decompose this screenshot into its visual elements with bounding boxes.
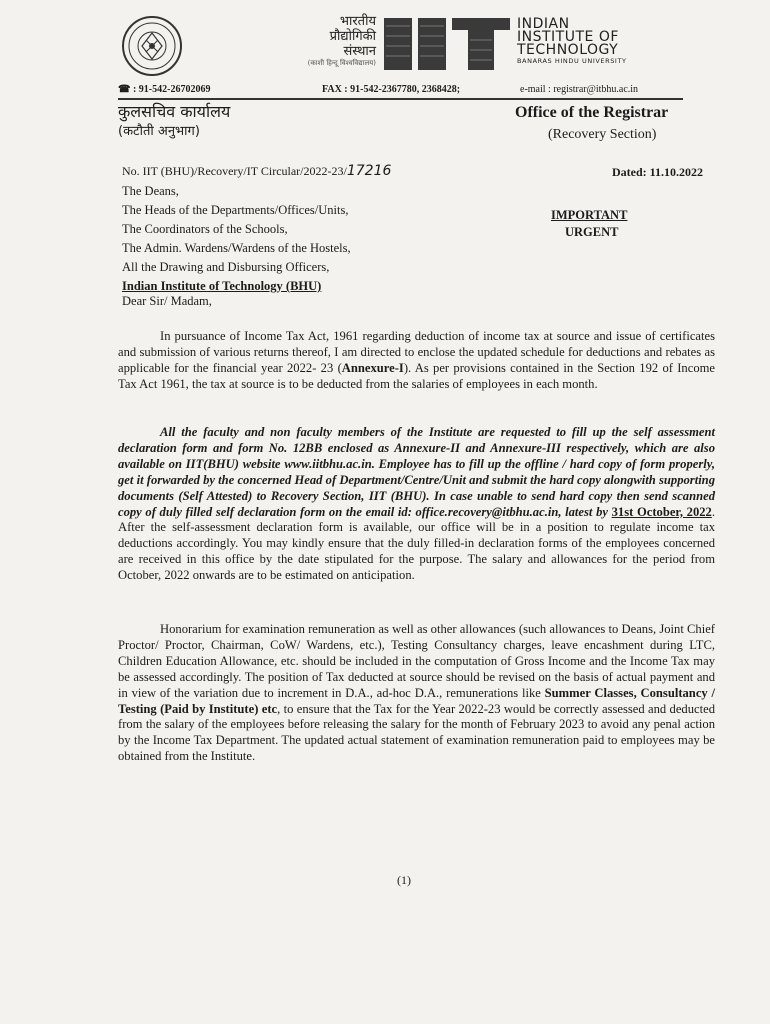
hindi-logo-text	[266, 14, 376, 68]
paragraph-1	[118, 329, 715, 393]
recipient-institute: Indian Institute of Technology (BHU)	[122, 279, 322, 293]
salutation: Dear Sir/ Madam,	[122, 294, 212, 308]
recipient-line: All the Drawing and Disbursing Officers,	[122, 260, 330, 274]
paragraph-3	[118, 622, 715, 765]
reference-text: No. IIT (BHU)/Recovery/IT Circular/2022-23/	[122, 164, 347, 178]
iit-logo-mark-icon	[384, 18, 510, 70]
english-logo-line1: INDIAN	[517, 16, 570, 32]
recipient-line: The Coordinators of the Schools,	[122, 222, 288, 236]
english-logo-line3: TECHNOLOGY	[517, 42, 619, 58]
urgent-flag: URGENT	[565, 225, 619, 239]
para3-text-c: , to ensure that the Tax for the Year 2022-23 would be correctly assessed and deducted from the salary of the employees before releasing the salary for the month of February 2023 to avoid any penal action by the Income Tax Department. The updated actual statement of examination remuneration paid to employees may be obtained from the Institute.	[118, 701, 715, 764]
hindi-logo-line3: संस्थान	[343, 44, 376, 59]
date-value: 11.10.2022	[649, 165, 704, 179]
hindi-logo-line2: प्रौद्योगिकी	[329, 29, 376, 44]
reference-number	[122, 163, 391, 179]
english-logo-line2: INSTITUTE OF	[517, 29, 619, 45]
important-flag: IMPORTANT	[551, 208, 628, 222]
letter-date	[612, 165, 703, 180]
para3-text-a: Honorarium for examination remuneration as well as other allowances (such allowances to Deans, Joint Chief Proctor/ Proctor, Chairman, CoW/ Wardens, etc.), Testing Consultancy charges, leave encashment during LTC, Children Education Allowance, etc. should be included in the computation of Gross Income and the Income Tax may be assessed accordingly. The position of Tax deducted at source should be revised on the basis of actual payment and in view of the variation due to increment in D.A., ad-hoc D.A., remunerations like	[118, 622, 715, 700]
para2-deadline: 31st October, 2022	[611, 504, 712, 519]
email-address: e-mail : registrar@itbhu.ac.in	[520, 84, 639, 95]
hindi-logo-line4: (काशी हिन्दू विश्वविद्यालय)	[307, 59, 376, 67]
office-title-english: Office of the Registrar	[515, 104, 669, 121]
para2-text-a: All the faculty and non faculty members of the Institute are requested to fill up the self assessment declaration form and form No. 12BB enclosed as Annexure-II and Annexure-III respectively, which are also available on IIT(BHU) website www.iitbhu.ac.in. Employee has to fill up the offline / hard copy of form properly, get it forwarded by the concerned Head of Department/Centre/Unit and submit the hard copy alongwith supporting documents (Self Attested) to Recovery Section, IIT (BHU). In case unable to send hard copy then send scanned copy of duly filled self declaration form on the email id: office.recovery@itbhu.ac.in, latest by	[118, 425, 715, 519]
institute-seal-logo	[122, 16, 182, 76]
para1-text-a: In pursuance of Income Tax Act, 1961 regarding deduction of income tax at source and issue of certificates and submission of various returns thereof, I am directed to enclose the updated schedule for deductions and rebates as applicable for the financial year 2022- 23 (	[118, 329, 715, 375]
recipient-line: The Admin. Wardens/Wardens of the Hostels,	[122, 241, 351, 255]
reference-handwritten-number: 17216	[346, 163, 392, 179]
para1-text-c: ). As per provisions contained in the Section 192 of Income Tax Act 1961, the tax at source is to be deducted from the salaries of employees in each month.	[118, 360, 715, 391]
para1-annexure: Annexure-I	[341, 360, 404, 375]
english-logo-line4: BANARAS HINDU UNIVERSITY	[517, 57, 627, 65]
hindi-logo-line1: भारतीय	[339, 14, 376, 29]
page-number: (1)	[397, 873, 411, 887]
section-title-english: (Recovery Section)	[548, 127, 657, 142]
recipient-line: The Deans,	[122, 184, 179, 198]
date-label: Dated:	[612, 165, 647, 179]
recipient-line: The Heads of the Departments/Offices/Units,	[122, 203, 349, 217]
para2-text-c: . After the self-assessment declaration form is available, our office will be in a position to regulate income tax deductions accordingly. You may kindly ensure that the duly filled-in declaration forms of the employees concerned are received in this office by the date stipulated for the purpose. The salary and allowances for the period from October, 2022 onwards are to be estimated on anticipation.	[118, 504, 715, 583]
phone-number: ☎ : 91-542-26702069	[118, 84, 211, 95]
office-title-hindi: कुलसचिव कार्यालय	[118, 102, 231, 121]
seal-emblem-icon	[126, 20, 178, 72]
paragraph-2	[118, 425, 715, 584]
recipients-list	[122, 182, 351, 296]
contact-row	[118, 84, 683, 100]
english-logo-text	[517, 18, 627, 66]
fax-number: FAX : 91-542-2367780, 2368428;	[322, 84, 461, 95]
section-title-hindi: (कटौती अनुभाग)	[118, 124, 200, 139]
para3-remuneration-types: Summer Classes, Consultancy / Testing (Paid by Institute) etc	[118, 685, 715, 716]
